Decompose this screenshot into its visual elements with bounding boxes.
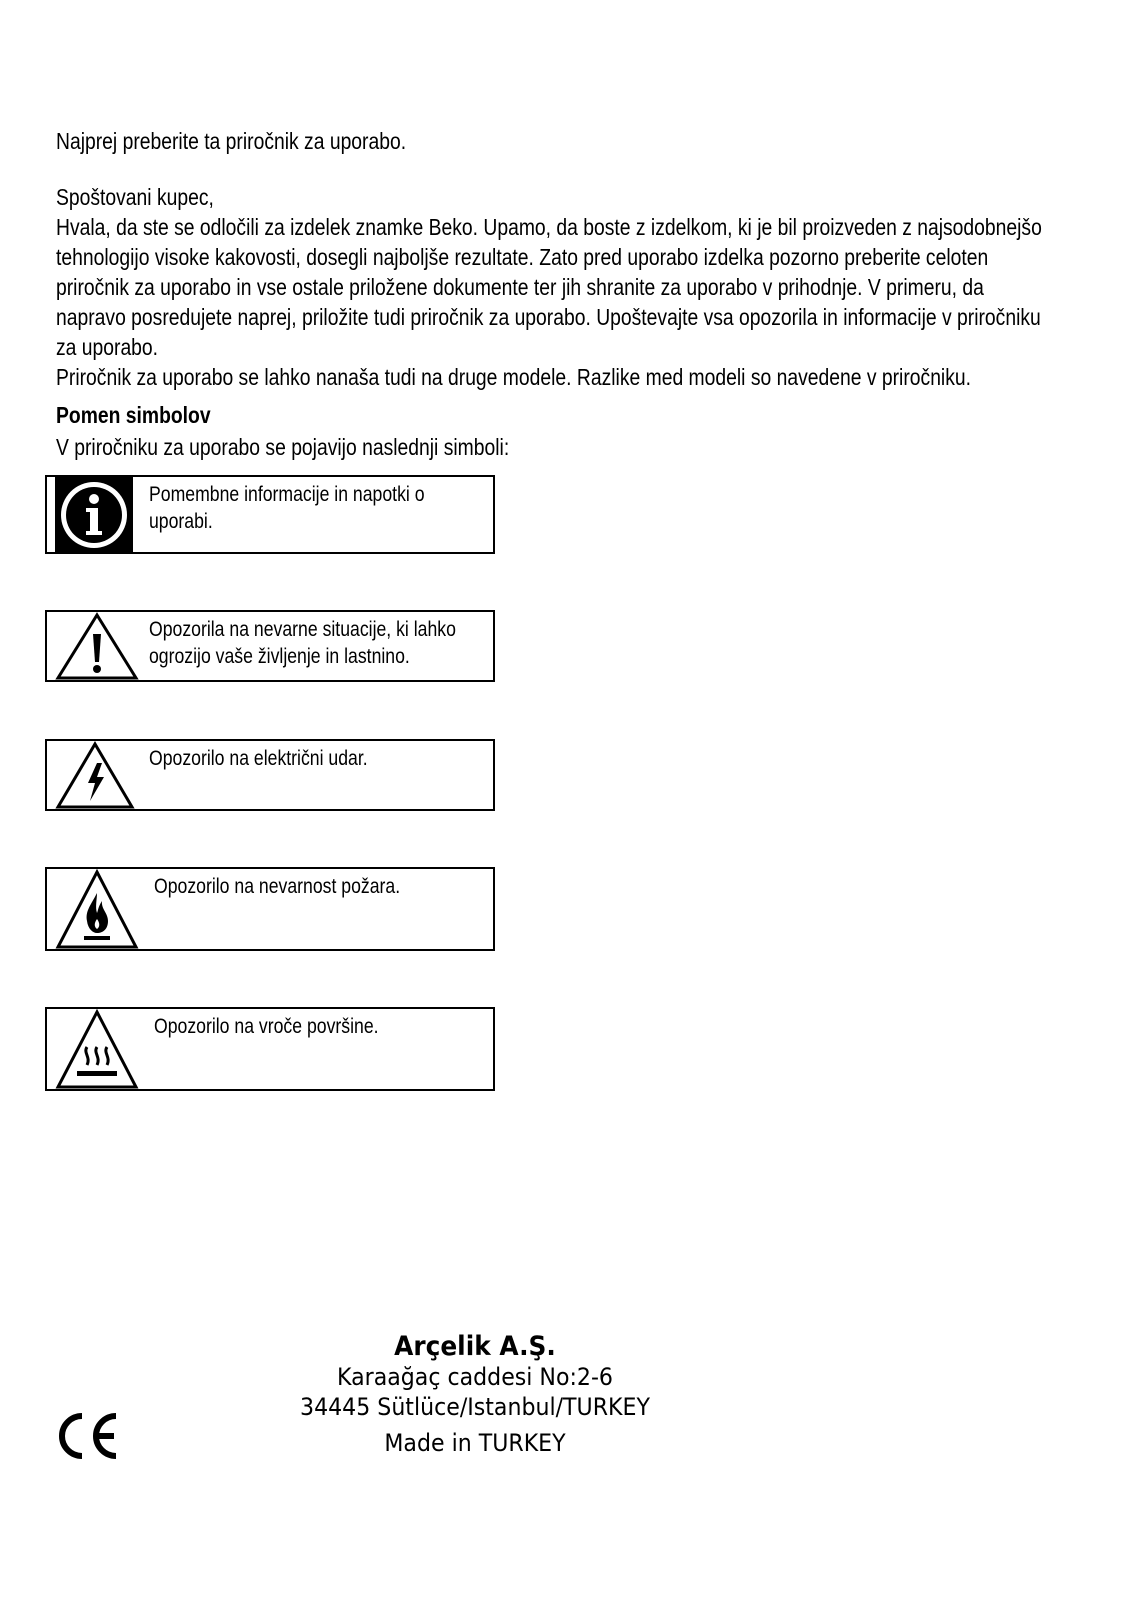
info-icon <box>55 477 133 557</box>
page-title: Najprej preberite ta priročnik za uporabo. <box>56 128 407 154</box>
symbol-box-info <box>45 475 495 554</box>
company-street: Karaağaç caddesi No:2-6 <box>337 1363 613 1391</box>
symbol-text-info: Pomembne informacije in napotki o uporabi. <box>149 483 425 533</box>
warning-icon <box>55 612 139 685</box>
manufacturer-address <box>270 1332 680 1458</box>
symbol-text-fire: Opozorilo na nevarnost požara. <box>154 875 401 898</box>
electric-shock-icon <box>55 741 135 814</box>
symbol-text-hot-surface: Opozorilo na vroče površine. <box>154 1015 379 1038</box>
company-city: 34445 Sütlüce/Istanbul/TURKEY <box>300 1393 650 1421</box>
hot-surface-icon <box>55 1009 139 1094</box>
intro-section <box>56 182 1047 392</box>
symbol-box-hot-surface <box>45 1007 495 1091</box>
greeting: Spoštovani kupec, <box>56 184 214 210</box>
symbols-heading: Pomen simbolov <box>56 402 211 428</box>
symbol-text-electric: Opozorilo na električni udar. <box>149 747 368 770</box>
intro-paragraph-1: Hvala, da ste se odločili za izdelek znamke Beko. Upamo, da boste z izdelkom, ki je bil proizveden z najsodobnejšo tehnologijo visoke kakovosti, dosegli najboljše rezultate. Zato pred uporabo izdelka pozorno preberite celoten priročnik za uporabo in vse ostale priložene dokumente ter jih shranite za uporabo v prihodnje. V primeru, da napravo posredujete naprej, priložite tudi priročnik za uporabo. Upoštevajte vsa opozorila in informacije v priročniku za uporabo. <box>56 214 1042 360</box>
fire-hazard-icon <box>55 869 139 954</box>
symbol-text-warning: Opozorila na nevarne situacije, ki lahko ogrozijo vaše življenje in lastnino. <box>149 618 456 668</box>
symbol-box-electric <box>45 739 495 811</box>
symbols-intro: V priročniku za uporabo se pojavijo naslednji simboli: <box>56 434 510 460</box>
ce-mark-icon <box>54 1412 120 1465</box>
symbol-box-warning <box>45 610 495 682</box>
company-name: Arçelik A.Ş. <box>394 1331 556 1362</box>
company-origin: Made in TURKEY <box>384 1429 566 1457</box>
symbol-box-fire <box>45 867 495 951</box>
intro-paragraph-2: Priročnik za uporabo se lahko nanaša tudi na druge modele. Razlike med modeli so navedene v priročniku. <box>56 364 972 390</box>
